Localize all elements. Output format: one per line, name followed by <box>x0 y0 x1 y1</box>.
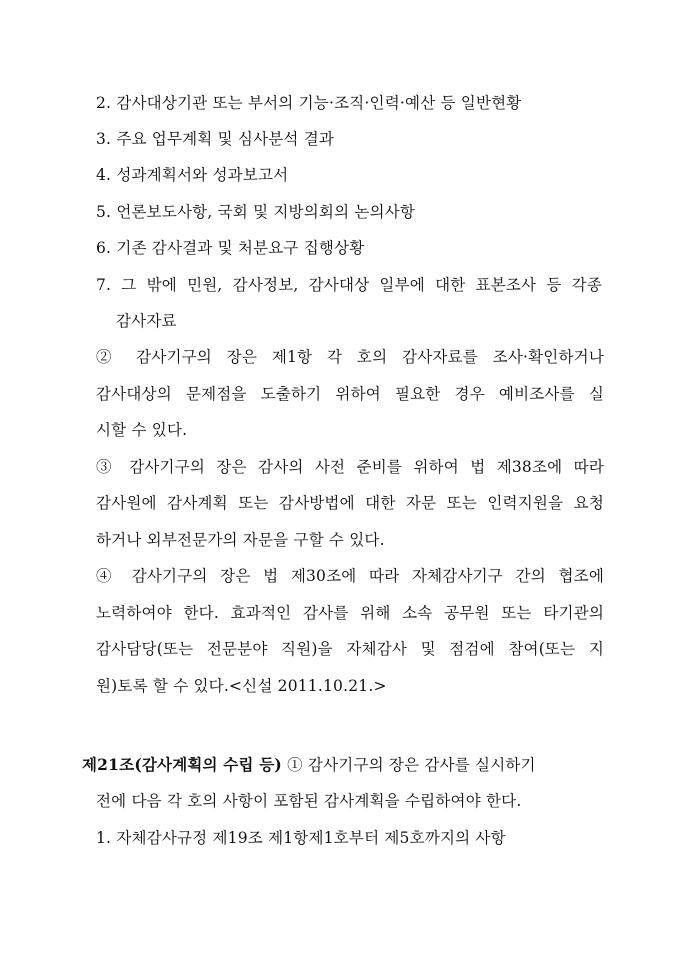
list-item-7-continuation: 감사자료 <box>116 312 177 330</box>
list-item-7: 7. 그 밖에 민원, 감사정보, 감사대상 일부에 대한 표본조사 등 각종 <box>96 276 602 294</box>
paragraph-2-line-1: ② 감사기구의 장은 제1항 각 호의 감사자료를 조사·확인하거나 <box>96 348 604 366</box>
article-21-line-1-text: ① 감사기구의 장은 감사를 실시하기 <box>281 756 536 774</box>
paragraph-3-line-3: 하거나 외부전문가의 자문을 구할 수 있다. <box>96 531 385 549</box>
list-item-6: 6. 기존 감사결과 및 처분요구 집행상황 <box>96 239 365 257</box>
list-item-5: 5. 언론보도사항, 국회 및 지방의회의 논의사항 <box>96 203 416 221</box>
paragraph-4-line-1: ④ 감사기구의 장은 법 제30조에 따라 자체감사기구 간의 협조에 <box>96 567 604 585</box>
article-21-heading: 제21조(감사계획의 수립 등) <box>82 755 282 774</box>
paragraph-4-line-2: 노력하여야 한다. 효과적인 감사를 위해 소속 공무원 또는 타기관의 <box>96 604 604 622</box>
paragraph-4-line-4: 원)토록 할 수 있다.<신설 2011.10.21.> <box>96 677 387 695</box>
paragraph-3-line-1: ③ 감사기구의 장은 감사의 사전 준비를 위하여 법 제38조에 따라 <box>96 458 604 476</box>
list-item-2: 2. 감사대상기관 또는 부서의 기능·조직·인력·예산 등 일반현황 <box>96 94 522 112</box>
article-21-line-2: 전에 다음 각 호의 사항이 포함된 감사계획을 수립하여야 한다. <box>96 792 522 810</box>
paragraph-3-line-2: 감사원에 감사계획 또는 감사방법에 대한 자문 또는 인력지원을 요청 <box>96 494 604 512</box>
list-item-4: 4. 성과계획서와 성과보고서 <box>96 166 289 184</box>
paragraph-2-line-2: 감사대상의 문제점을 도출하기 위하여 필요한 경우 예비조사를 실 <box>96 385 604 403</box>
paragraph-4-line-3: 감사담당(또는 전문분야 직원)을 자체감사 및 점검에 참여(또는 지 <box>96 640 604 658</box>
article-21-line-1 <box>82 755 604 775</box>
list-item-3: 3. 주요 업무계획 및 심사분석 결과 <box>96 130 335 148</box>
paragraph-2-line-3: 시할 수 있다. <box>96 421 188 439</box>
article-21-item-1: 1. 자체감사규정 제19조 제1항제1호부터 제5호까지의 사항 <box>96 829 506 847</box>
